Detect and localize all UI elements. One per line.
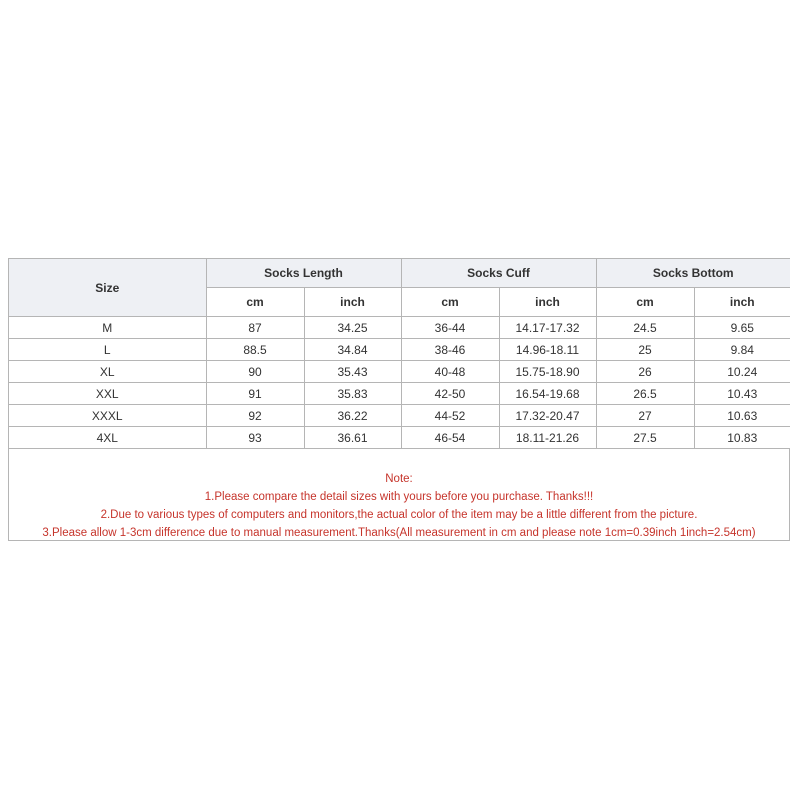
unit-header: inch <box>694 288 790 317</box>
group-header-row <box>9 259 790 288</box>
table-cell: 46-54 <box>401 427 499 449</box>
unit-header: cm <box>401 288 499 317</box>
note-line-1: 1.Please compare the detail sizes with yours before you purchase. Thanks!!! <box>204 491 594 503</box>
size-column-header: Size <box>9 259 206 317</box>
unit-header: inch <box>304 288 401 317</box>
size-chart <box>8 258 790 541</box>
table-row <box>9 405 790 427</box>
notes-section <box>9 470 789 542</box>
table-cell: 92 <box>206 405 304 427</box>
table-cell: 34.25 <box>304 317 401 339</box>
table-row <box>9 383 790 405</box>
table-cell: 27 <box>596 405 694 427</box>
table-cell: 16.54-19.68 <box>499 383 596 405</box>
socks-length-header: Socks Length <box>206 259 401 288</box>
table-cell: 25 <box>596 339 694 361</box>
note-line-2: 2.Due to various types of computers and monitors,the actual color of the item may be a little different from the picture. <box>100 509 698 521</box>
table-cell: 9.84 <box>694 339 790 361</box>
table-cell: 26 <box>596 361 694 383</box>
table-row <box>9 427 790 449</box>
table-cell: 36.22 <box>304 405 401 427</box>
table-cell: 40-48 <box>401 361 499 383</box>
table-cell: 27.5 <box>596 427 694 449</box>
table-row <box>9 339 790 361</box>
table-row <box>9 361 790 383</box>
table-cell: 91 <box>206 383 304 405</box>
table-cell: 18.11-21.26 <box>499 427 596 449</box>
table-cell: 26.5 <box>596 383 694 405</box>
table-cell: 88.5 <box>206 339 304 361</box>
table-cell: 10.43 <box>694 383 790 405</box>
table-cell: 44-52 <box>401 405 499 427</box>
size-table <box>9 259 790 449</box>
size-cell: M <box>9 317 206 339</box>
table-cell: 36.61 <box>304 427 401 449</box>
table-cell: 10.63 <box>694 405 790 427</box>
size-cell: XXXL <box>9 405 206 427</box>
table-cell: 34.84 <box>304 339 401 361</box>
note-title: Note: <box>385 473 413 485</box>
unit-header: cm <box>206 288 304 317</box>
table-cell: 42-50 <box>401 383 499 405</box>
socks-cuff-header: Socks Cuff <box>401 259 596 288</box>
table-cell: 35.43 <box>304 361 401 383</box>
table-cell: 35.83 <box>304 383 401 405</box>
table-cell: 90 <box>206 361 304 383</box>
table-cell: 14.17-17.32 <box>499 317 596 339</box>
table-cell: 10.83 <box>694 427 790 449</box>
table-cell: 15.75-18.90 <box>499 361 596 383</box>
table-cell: 87 <box>206 317 304 339</box>
size-cell: XXL <box>9 383 206 405</box>
unit-header: cm <box>596 288 694 317</box>
table-cell: 93 <box>206 427 304 449</box>
table-cell: 9.65 <box>694 317 790 339</box>
table-cell: 38-46 <box>401 339 499 361</box>
size-cell: 4XL <box>9 427 206 449</box>
table-cell: 36-44 <box>401 317 499 339</box>
size-cell: L <box>9 339 206 361</box>
table-cell: 10.24 <box>694 361 790 383</box>
table-cell: 14.96-18.11 <box>499 339 596 361</box>
socks-bottom-header: Socks Bottom <box>596 259 790 288</box>
unit-header: inch <box>499 288 596 317</box>
table-cell: 24.5 <box>596 317 694 339</box>
note-line-3: 3.Please allow 1-3cm difference due to manual measurement.Thanks(All measurement in cm and please note 1cm=0.39inch 1inch=2.54cm) <box>42 527 756 539</box>
table-row <box>9 317 790 339</box>
table-cell: 17.32-20.47 <box>499 405 596 427</box>
size-cell: XL <box>9 361 206 383</box>
